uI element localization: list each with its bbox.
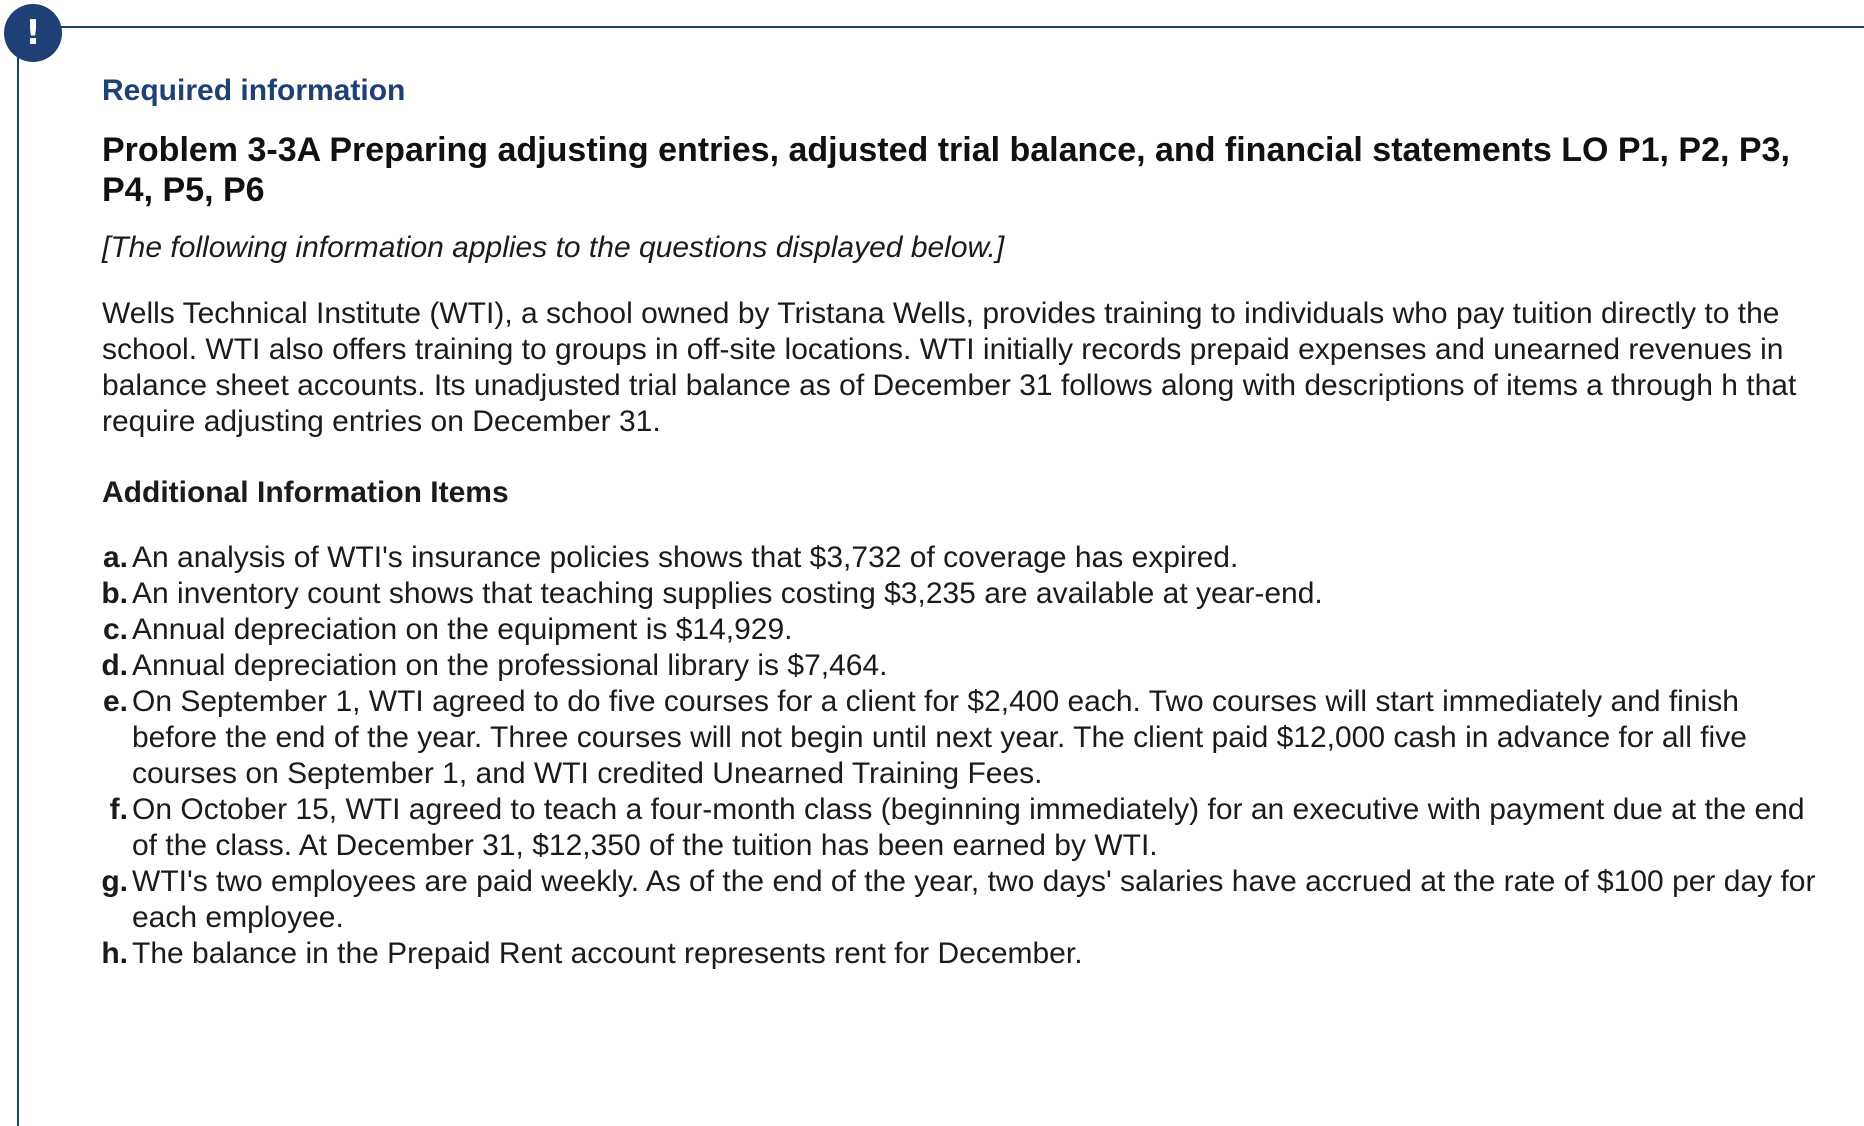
item-text: On September 1, WTI agreed to do five courses for a client for $2,400 each. Two courses will start immediately and finish before the end of the year. Three courses will not begin until next year. The client paid $12,000 cash in advance for all five courses on September 1, and WTI credited Unearned Training Fees. — [132, 685, 1747, 790]
item-text: Annual depreciation on the equipment is $14,929. — [132, 613, 793, 646]
required-information-panel — [102, 74, 1822, 972]
additional-information-heading: Additional Information Items — [102, 476, 509, 509]
list-item — [96, 864, 1822, 936]
problem-intro: Wells Technical Institute (WTI), a school owned by Tristana Wells, provides training to individuals who pay tuition directly to the school. WTI also offers training to groups in off-site locations. WTI initially records prepaid expenses and unearned revenues in balance sheet accounts. Its unadjusted trial balance as of December 31 follows along with descriptions of items a through h that require adjusting entries on December 31. — [102, 297, 1797, 438]
item-text: Annual depreciation on the professional library is $7,464. — [132, 649, 888, 682]
list-item — [96, 612, 1822, 648]
item-text: The balance in the Prepaid Rent account represents rent for December. — [132, 937, 1083, 970]
item-letter: h. — [101, 937, 128, 970]
alert-icon: ! — [4, 4, 62, 62]
applies-note: [The following information applies to the questions displayed below.] — [102, 231, 1005, 264]
list-item — [96, 540, 1822, 576]
list-item — [96, 792, 1822, 864]
item-letter: a. — [102, 541, 128, 574]
list-item — [96, 684, 1822, 792]
item-text: On October 15, WTI agreed to teach a four-month class (beginning immediately) for an executive with payment due at the end of the class. At December 31, $12,350 of the tuition has been earned by WTI. — [132, 793, 1805, 862]
item-letter: c. — [102, 613, 128, 646]
item-text: WTI's two employees are paid weekly. As of the end of the year, two days' salaries have accrued at the rate of $100 per day for each employee. — [132, 865, 1816, 934]
list-item — [96, 648, 1822, 684]
list-item — [96, 936, 1822, 972]
item-text: An analysis of WTI's insurance policies shows that $3,732 of coverage has expired. — [132, 541, 1239, 574]
item-letter: g. — [101, 865, 128, 898]
item-letter: b. — [101, 577, 128, 610]
list-item — [96, 576, 1822, 612]
problem-title: Problem 3-3A Preparing adjusting entries, adjusted trial balance, and financial statements LO P1, P2, P3, P4, P5, P6 — [102, 131, 1790, 209]
additional-information-list — [96, 540, 1822, 972]
item-letter: e. — [102, 685, 128, 718]
item-letter: d. — [101, 649, 128, 682]
required-information-label: Required information — [102, 74, 406, 107]
item-text: An inventory count shows that teaching supplies costing $3,235 are available at year-end. — [132, 577, 1323, 610]
item-letter: f. — [109, 793, 128, 826]
